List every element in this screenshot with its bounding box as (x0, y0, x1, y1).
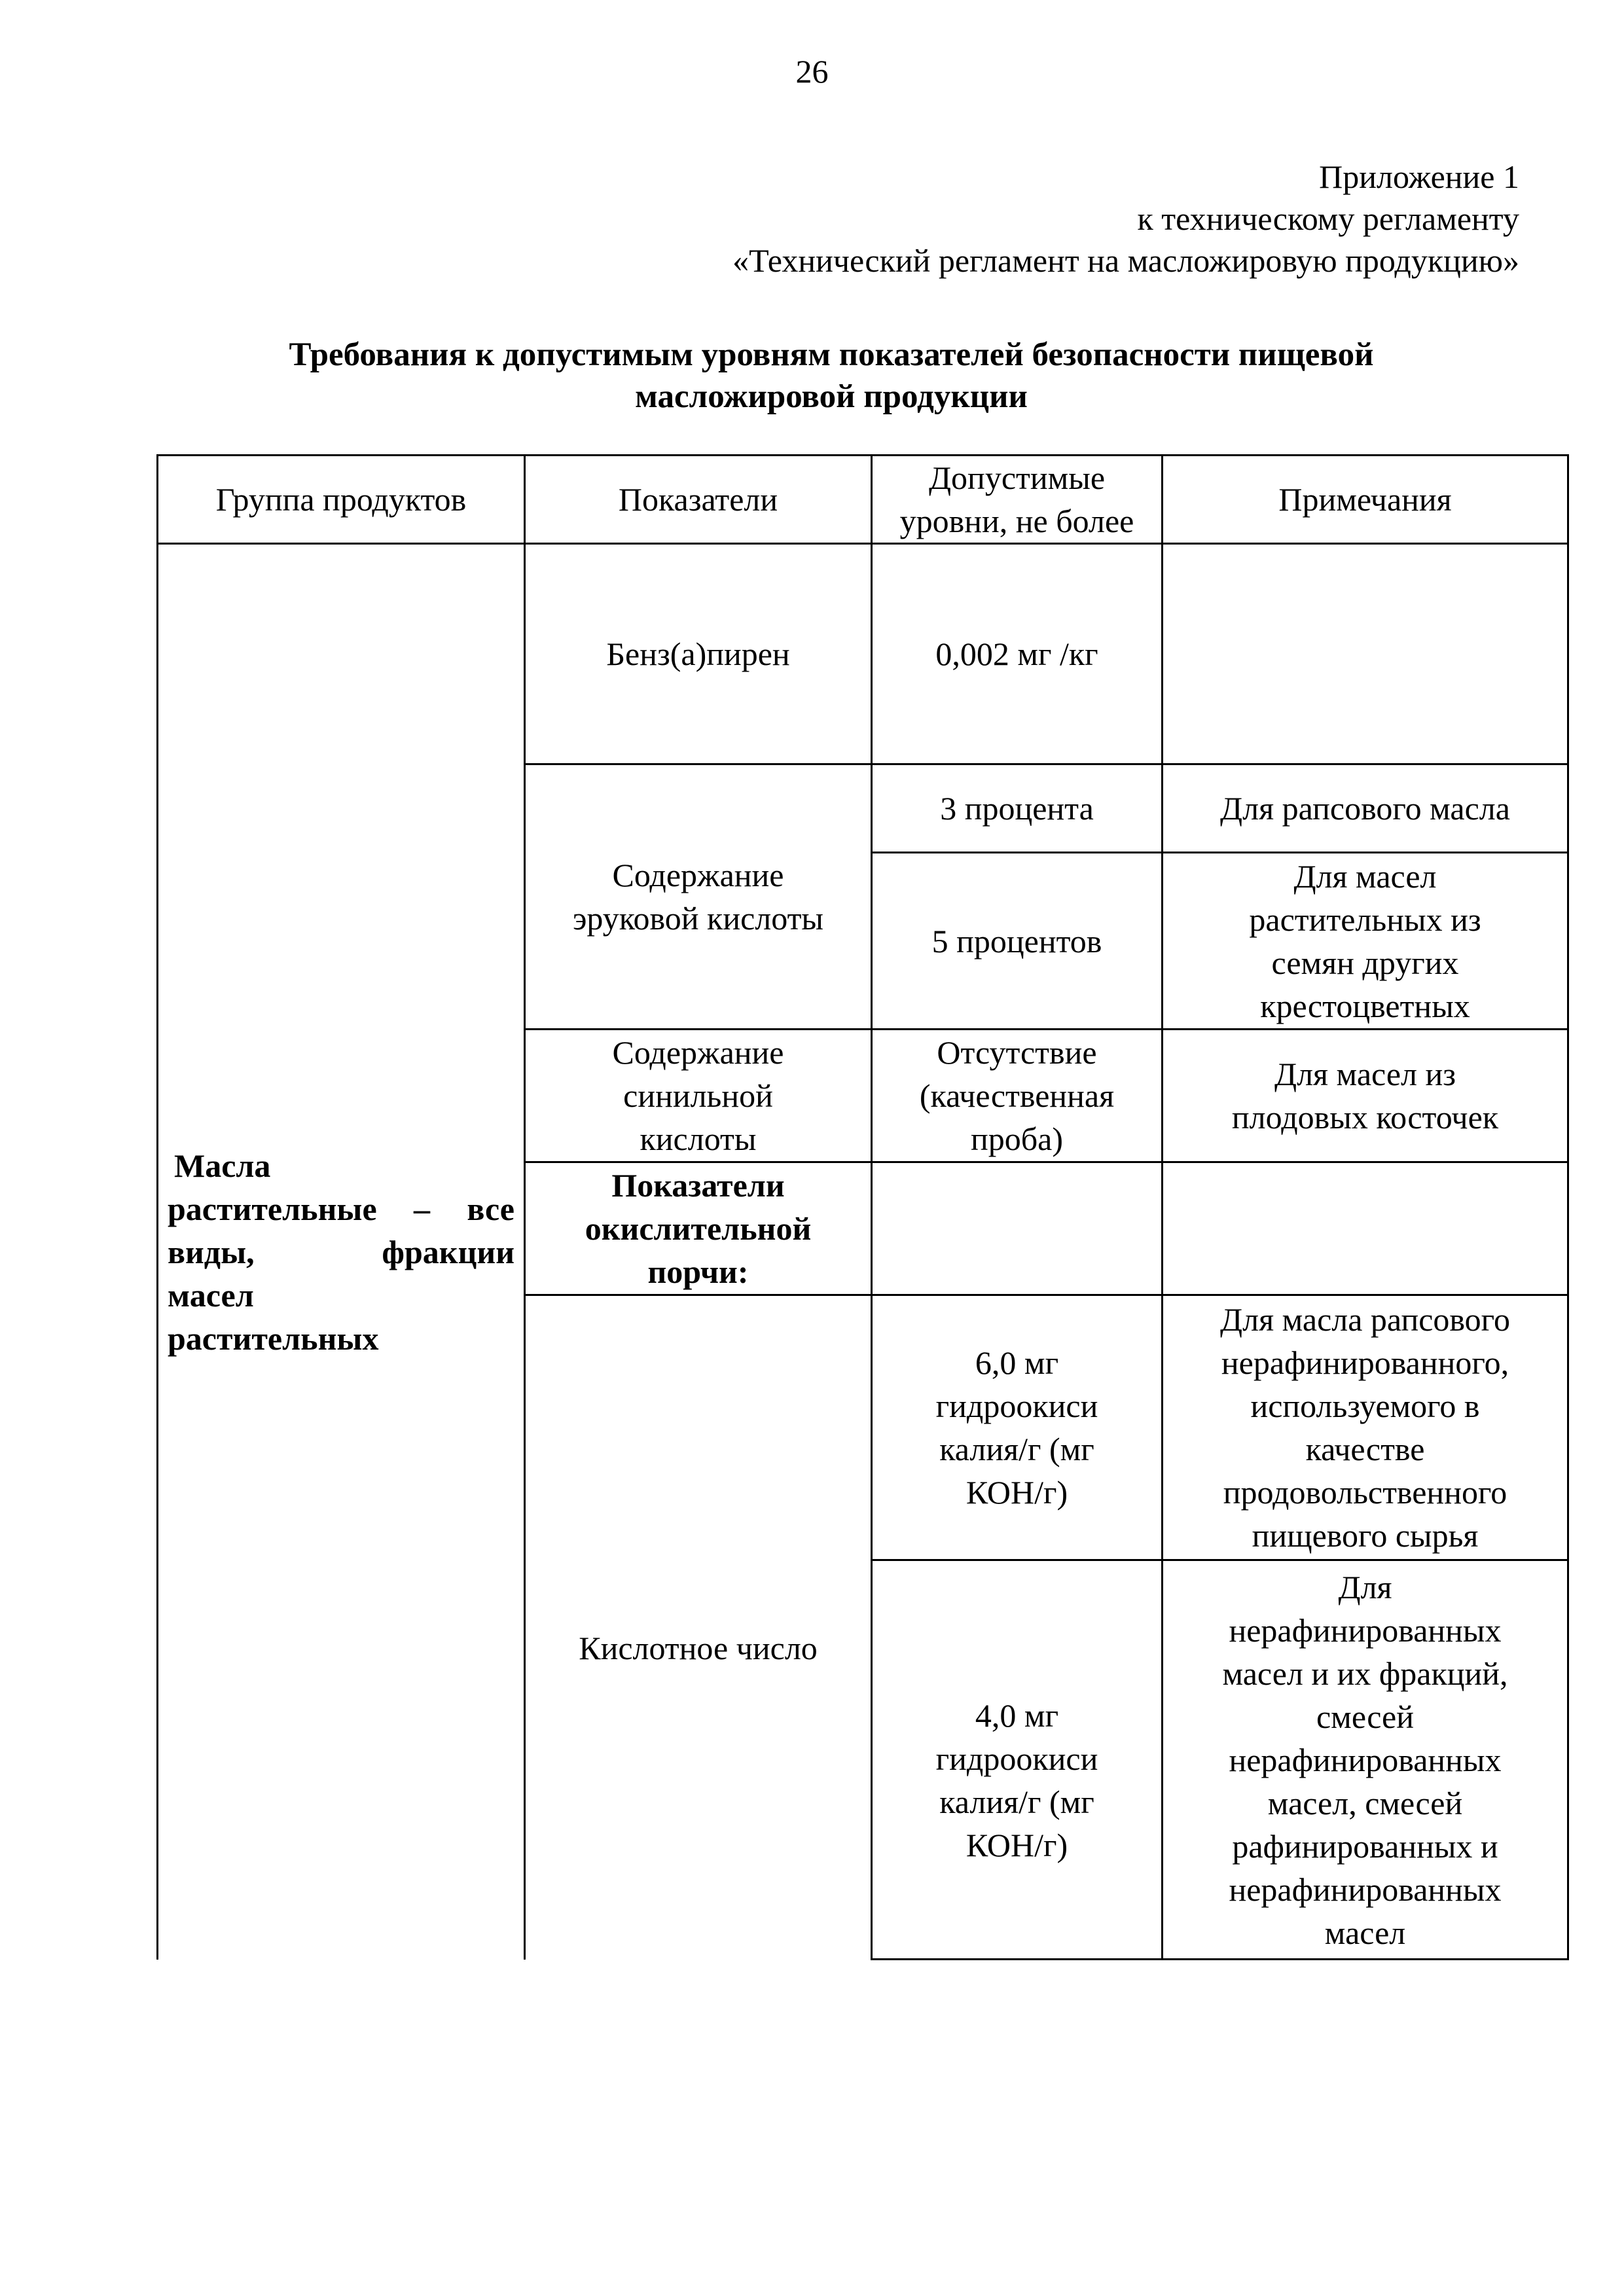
level-cell: 0,002 мг /кг (872, 544, 1163, 764)
level-cell: 5 процентов (872, 853, 1163, 1030)
note-cell: Для рапсового масла (1163, 764, 1568, 853)
page-number: 26 (795, 53, 829, 90)
level-cell: 4,0 мг гидроокиси калия/г (мг КОН/г) (872, 1560, 1163, 1960)
table-header-row (158, 456, 1568, 544)
table-row (158, 544, 1568, 764)
level-cell: Отсутствие (качественная проба) (872, 1030, 1163, 1162)
level-cell (872, 1162, 1163, 1295)
header-notes: Примечания (1163, 456, 1568, 544)
document-title (157, 334, 1506, 418)
indicator-cell: Содержание эруковой кислоты (525, 764, 872, 1030)
appendix-line: «Технический регламент на масложировую продукцию» (732, 242, 1519, 279)
indicator-cell: Бенз(а)пирен (525, 544, 872, 764)
title-line: Требования к допустимым уровням показателей безопасности пищевой (289, 336, 1374, 373)
note-cell (1163, 544, 1568, 764)
level-cell: 6,0 мг гидроокиси калия/г (мг КОН/г) (872, 1295, 1163, 1560)
indicator-section-heading: Показатели окислительной порчи: (525, 1162, 872, 1295)
level-cell: 3 процента (872, 764, 1163, 853)
note-cell: Для масел из плодовых косточек (1163, 1030, 1568, 1162)
requirements-table (156, 454, 1569, 1960)
title-line: масложировой продукции (635, 378, 1028, 415)
appendix-reference (472, 156, 1519, 281)
note-cell (1163, 1162, 1568, 1295)
header-group: Группа продуктов (158, 456, 525, 544)
note-cell: Для масла рапсового нерафинированного, используемого в качестве продовольственного пищевого сырья (1163, 1295, 1568, 1560)
product-group-cell: Масла растительные – все виды, фракции масел растительных (158, 544, 525, 1960)
appendix-line: Приложение 1 (1319, 158, 1519, 195)
header-levels: Допустимые уровни, не более (872, 456, 1163, 544)
note-cell: Для масел растительных из семян других крестоцветных (1163, 853, 1568, 1030)
indicator-cell: Кислотное число (525, 1295, 872, 1960)
header-indicators: Показатели (525, 456, 872, 544)
note-cell: Для нерафинированных масел и их фракций, смесей нерафинированных масел, смесей рафинированных и нерафинированных масел (1163, 1560, 1568, 1960)
appendix-line: к техническому регламенту (1137, 200, 1519, 237)
indicator-cell: Содержание синильной кислоты (525, 1030, 872, 1162)
